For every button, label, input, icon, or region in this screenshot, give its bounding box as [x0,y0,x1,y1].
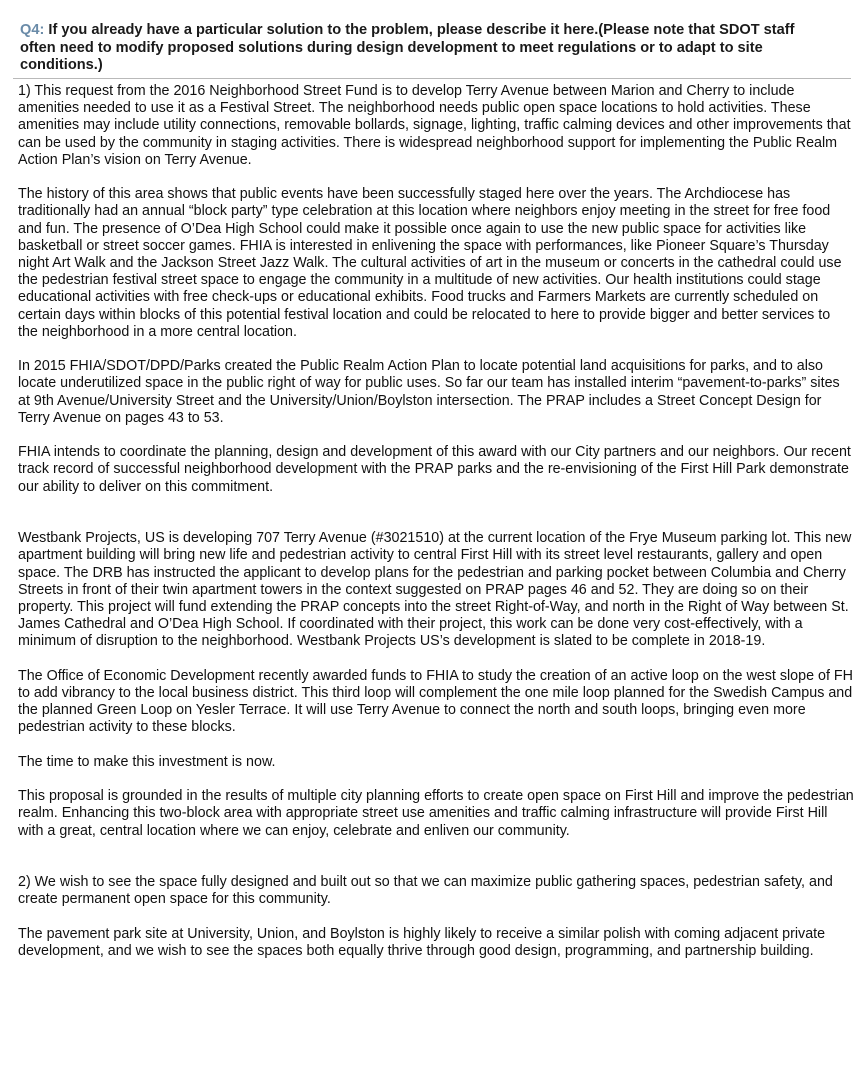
answer-paragraph: The Office of Economic Development recently awarded funds to FHIA to study the creation of an active loop on the west slope of FH to add vibrancy to the local business district. This third loop will complement the one mile loop planned for the Swedish Campus and the planned Green Loop on Yesler Terrace. It will use Terry Avenue to connect the north and south loops, bringing even more pedestrian activity to these blocks. [18,667,853,736]
answer-paragraph: 1) This request from the 2016 Neighborhood Street Fund is to develop Terry Avenue between Marion and Cherry to include amenities needed to use it as a Festival Street. The neighborhood needs public open space locations to hold activities. These amenities may include utility connections, removable bollards, signage, lighting, traffic calming devices and other improvements that can be used by the community in staging activities. There is widespread neighborhood support for implementing the Public Realm Action Plan’s vision on Terry Avenue. [18,83,851,168]
answer-paragraph: Westbank Projects, US is developing 707 Terry Avenue (#3021510) at the current location of the Frye Museum parking lot. This new apartment building will bring new life and pedestrian activity to central First Hill with its street level restaurants, gallery and open space. The DRB has instructed the applicant to develop plans for the pedestrian and parking pocket between Columbia and Cherry Streets in front of their twin apartment towers in the context suggested on PRAP pages 46 and 52. They are doing so on their property. This project will fund extending the PRAP concepts into the street Right-of-Way, and north in the Right of Way between St. James Cathedral and O’Dea High School. If coordinated with their project, this work can be done very cost-effectively, with a minimum of disruption to the neighborhood. Westbank Projects US’s development is slated to be complete in 2018-19. [18,530,852,650]
answer-paragraph: FHIA intends to coordinate the planning, design and development of this award with our City partners and our neighbors. Our recent track record of successful neighborhood development with the PRAP parks and the re-envisioning of the First Hill Park demonstrate our ability to deliver on this commitment. [18,444,851,495]
answer-paragraph: The pavement park site at University, Union, and Boylston is highly likely to receive a similar polish with coming adjacent private development, and we wish to see the spaces both equally thrive through good design, programming, and partnership building. [18,925,826,960]
answer-paragraph: The time to make this investment is now. [18,753,276,770]
question-number: Q4: [20,22,45,38]
question-text: If you already have a particular solution to the problem, please describe it here.(Please note that SDOT staff often need to modify proposed solutions during design development to meet regulations or to adapt to site conditions.) [20,22,795,73]
answer-paragraph: This proposal is grounded in the results of multiple city planning efforts to create open space on First Hill and improve the pedestrian realm. Enhancing this two-block area with appropriate street use amenities and traffic calming infrastructure will provide First Hill with a great, central location where we can enjoy, celebrate and enliven our community. [18,788,854,839]
divider [13,78,851,79]
answer-paragraph: 2) We wish to see the space fully designed and built out so that we can maximize public gathering spaces, pedestrian safety, and create permanent open space for this community. [18,874,833,908]
question-heading [20,22,820,75]
answer-paragraph: In 2015 FHIA/SDOT/DPD/Parks created the Public Realm Action Plan to locate potential land acquisitions for parks, and to also locate underutilized space in the public right of way for public uses. So far our team has installed interim “pavement-to-parks” sites at 9th Avenue/University Street and the University/Union/Boylston intersection. The PRAP includes a Street Concept Design for Terry Avenue on pages 43 to 53. [18,358,840,426]
answer-body [18,83,854,977]
answer-paragraph: The history of this area shows that public events have been successfully staged here over the years. The Archdiocese has traditionally had an annual “block party” type celebration at this location where neighbors enjoy meeting in the street for free food and fun. The presence of O’Dea High School could make it possible once again to use the new public space for activities like basketball or street soccer games. FHIA is interested in enlivening the space with performances, like Pioneer Square’s Thursday night Art Walk and the Jackson Street Jazz Walk. The cultural activities of art in the museum or concerts in the cathedral could use the pedestrian festival street space to engage the community in a multitude of new activities. Our health institutions could stage educational activities with free check-ups or educational exhibits. Food trucks and Farmers Markets are currently scheduled on certain days within blocks of this potential festival location and could be relocated to here to provide bigger and better services to the neighborhood in a more central location. [18,186,842,340]
